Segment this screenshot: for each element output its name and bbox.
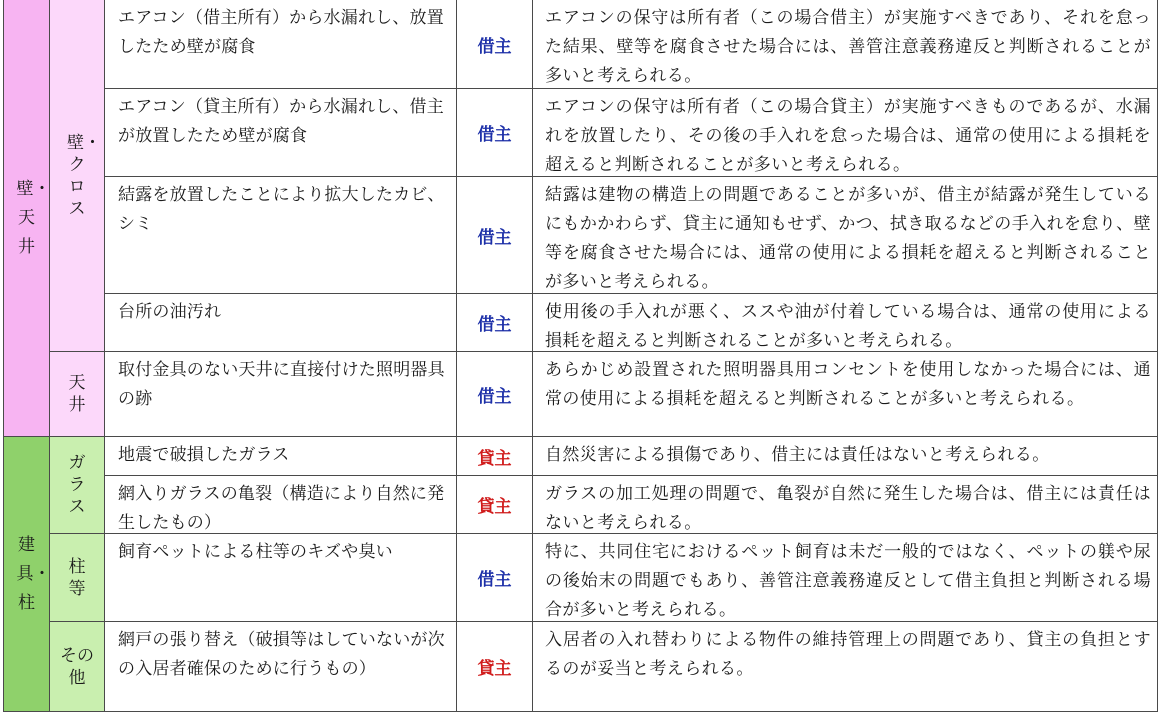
responsible-cell bbox=[457, 352, 533, 437]
item-cell bbox=[105, 177, 457, 294]
subcategory-label: ガラス bbox=[68, 453, 86, 517]
category-label: 建具・柱 bbox=[16, 534, 51, 613]
reason-text: 入居者の入れ替わりによる物件の維持管理上の問題であり、貸主の負担とするのが妥当と考えられる。 bbox=[545, 630, 1151, 679]
reason-cell bbox=[533, 352, 1158, 437]
subcategory-cell bbox=[50, 534, 105, 622]
responsible-badge: 借主 bbox=[477, 570, 512, 590]
reason-cell bbox=[533, 534, 1158, 622]
item-text: 網入りガラスの亀裂（構造により自然に発生したもの） bbox=[118, 484, 445, 533]
responsible-cell bbox=[457, 534, 533, 622]
category-cell bbox=[3, 437, 50, 712]
reason-text: ガラスの加工処理の問題で、亀裂が自然に発生した場合は、借主には責任はないと考えられる。 bbox=[545, 484, 1151, 533]
responsible-cell bbox=[457, 294, 533, 352]
item-cell bbox=[105, 352, 457, 437]
item-text: エアコン（借主所有）から水漏れし、放置したため壁が腐食 bbox=[118, 8, 444, 57]
responsible-badge: 貸主 bbox=[477, 497, 512, 517]
item-cell bbox=[105, 89, 457, 177]
responsible-badge: 貸主 bbox=[477, 659, 512, 679]
reason-text: 結露は建物の構造上の問題であることが多いが、借主が結露が発生しているにもかかわらず、貸主に通知もせず、かつ、拭き取るなどの手入れを怠り、壁等を腐食させた場合には、通常の使用による損耗を超えると判断されることが多いと考えられる。 bbox=[545, 185, 1151, 292]
subcategory-cell bbox=[50, 437, 105, 534]
responsible-cell bbox=[457, 89, 533, 177]
item-text: 結露を放置したことにより拡大したカビ、シミ bbox=[118, 185, 445, 234]
subcategory-label: 天井 bbox=[68, 373, 86, 415]
responsible-badge: 貸主 bbox=[477, 448, 512, 469]
reason-cell bbox=[533, 177, 1158, 294]
reason-cell bbox=[533, 437, 1158, 476]
reason-text: 自然災害による損傷であり、借主には責任はないと考えられる。 bbox=[545, 445, 1050, 465]
reason-text: エアコンの保守は所有者（この場合貸主）が実施すべきものであるが、水漏れを放置したり、その後の手入れを怠った場合は、通常の使用による損耗を超えると判断されることが多いと考えられる。 bbox=[545, 97, 1151, 175]
subcategory-label: その他 bbox=[60, 645, 94, 688]
responsible-cell bbox=[457, 177, 533, 294]
responsible-badge: 借主 bbox=[477, 36, 512, 57]
reason-cell bbox=[533, 89, 1158, 177]
reason-text: あらかじめ設置された照明器具用コンセントを使用しなかった場合には、通常の使用による損耗を超えると判断されることが多いと考えられる。 bbox=[545, 360, 1151, 409]
item-text: 網戸の張り替え（破損等はしていないが次の入居者確保のために行うもの） bbox=[118, 630, 445, 679]
subcategory-cell bbox=[50, 622, 105, 712]
reason-cell bbox=[533, 622, 1158, 712]
reason-cell bbox=[533, 476, 1158, 534]
item-text: 取付金具のない天井に直接付けた照明器具の跡 bbox=[118, 360, 445, 409]
subcategory-cell bbox=[50, 352, 105, 437]
item-text: 台所の油汚れ bbox=[118, 302, 222, 322]
item-cell bbox=[105, 437, 457, 476]
reason-text: 特に、共同住宅におけるペット飼育は未だ一般的ではなく、ペットの躾や尿の後始末の問題でもあり、善管注意義務違反として借主負担と判断される場合が多いと考えられる。 bbox=[545, 542, 1151, 620]
reason-text: 使用後の手入れが悪く、ススや油が付着している場合は、通常の使用による損耗を超えると判断されることが多いと考えられる。 bbox=[545, 302, 1151, 351]
item-cell bbox=[105, 622, 457, 712]
responsible-cell bbox=[457, 437, 533, 476]
responsible-badge: 借主 bbox=[477, 315, 512, 335]
responsible-cell bbox=[457, 622, 533, 712]
responsible-cell bbox=[457, 0, 533, 89]
item-cell bbox=[105, 476, 457, 534]
item-cell bbox=[105, 294, 457, 352]
responsible-badge: 借主 bbox=[477, 227, 512, 248]
item-cell bbox=[105, 0, 457, 89]
subcategory-cell bbox=[50, 0, 105, 352]
responsible-cell bbox=[457, 476, 533, 534]
subcategory-label: 壁・クロス bbox=[67, 132, 101, 219]
responsible-badge: 借主 bbox=[477, 386, 512, 407]
item-text: エアコン（貸主所有）から水漏れし、借主が放置したため壁が腐食 bbox=[118, 97, 444, 146]
category-cell bbox=[3, 0, 50, 437]
category-label: 壁・天井 bbox=[16, 178, 51, 257]
reason-text: エアコンの保守は所有者（この場合借主）が実施すべきであり、それを怠った結果、壁等を腐食させた場合には、善管注意義務違反と判断されることが多いと考えられる。 bbox=[545, 8, 1151, 86]
reason-cell bbox=[533, 0, 1158, 89]
subcategory-label: 柱等 bbox=[68, 556, 86, 599]
item-cell bbox=[105, 534, 457, 622]
item-text: 飼育ペットによる柱等のキズや臭い bbox=[118, 542, 393, 562]
reason-cell bbox=[533, 294, 1158, 352]
item-text: 地震で破損したガラス bbox=[118, 445, 290, 465]
responsible-badge: 借主 bbox=[477, 125, 512, 145]
